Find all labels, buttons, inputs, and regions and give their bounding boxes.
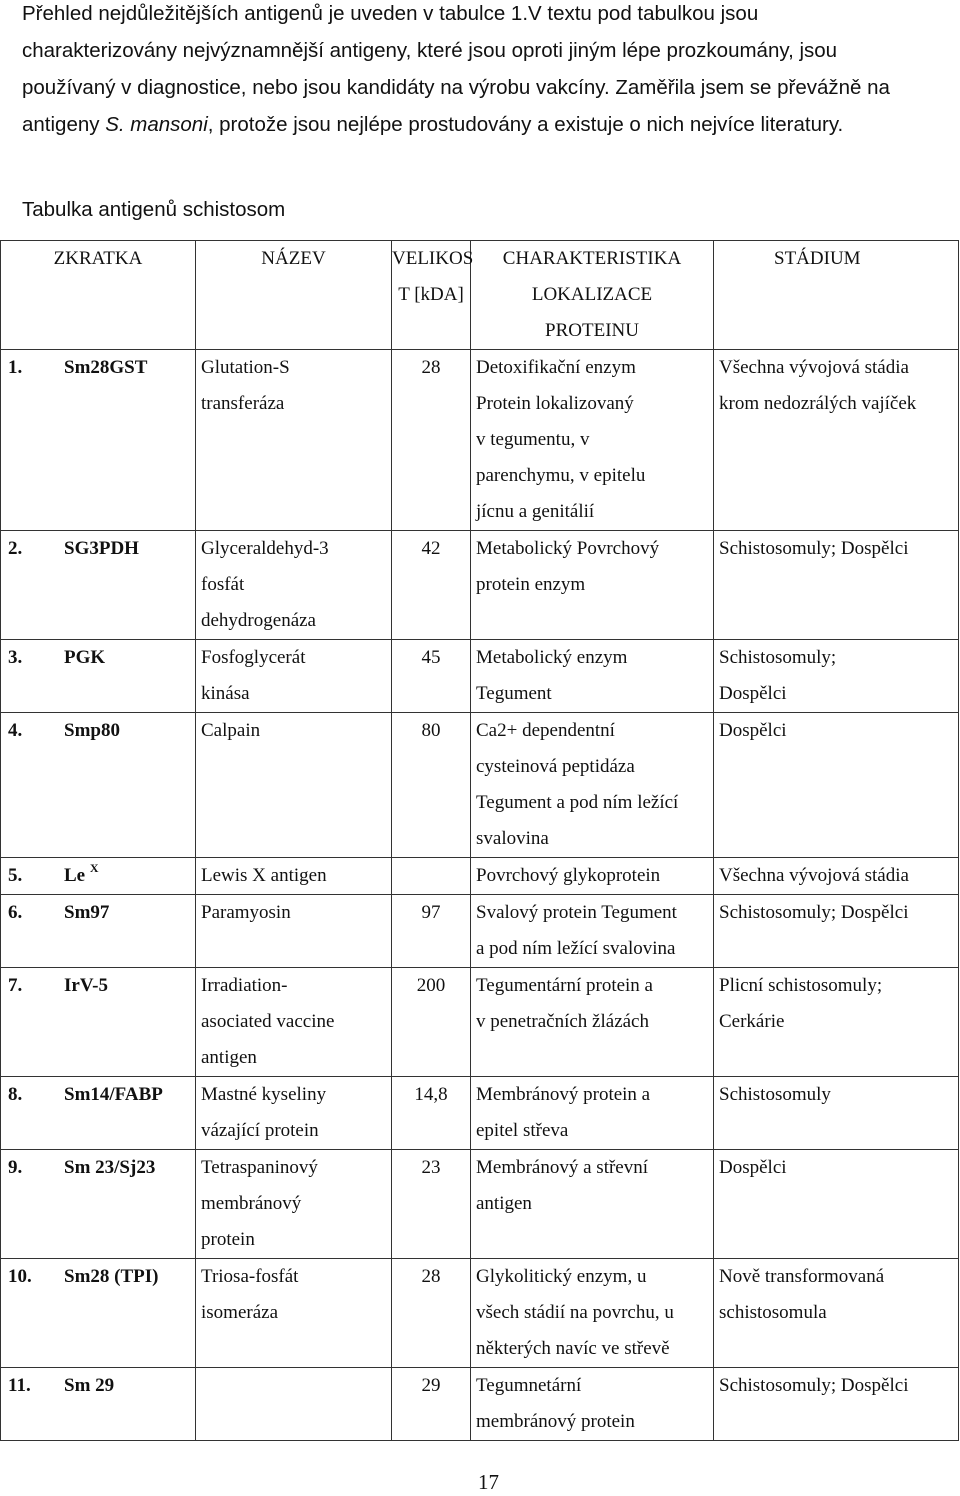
cell-characteristics: Tegumentární protein a v penetračních žlázách bbox=[471, 968, 714, 1077]
cell-name: Irradiation- asociated vaccine antigen bbox=[196, 968, 392, 1077]
cell-abbr: 9. Sm 23/Sj23 bbox=[1, 1150, 196, 1259]
cell-size: 80 bbox=[392, 713, 471, 858]
cell-size: 45 bbox=[392, 640, 471, 713]
cell-stage: Schistosomuly bbox=[714, 1077, 959, 1150]
cell-name: Mastné kyseliny vázající protein bbox=[196, 1077, 392, 1150]
cell-stage: Dospělci bbox=[714, 713, 959, 858]
cell-stage: Dospělci bbox=[714, 1150, 959, 1259]
cell-stage: Plicní schistosomuly; Cerkárie bbox=[714, 968, 959, 1077]
cell-characteristics: Povrchový glykoprotein bbox=[471, 858, 714, 895]
table-row bbox=[1, 1077, 959, 1150]
header-abbr: ZKRATKA bbox=[1, 241, 196, 350]
cell-abbr: 11. Sm 29 bbox=[1, 1368, 196, 1441]
table-row bbox=[1, 968, 959, 1077]
cell-name: Glyceraldehyd-3 fosfát dehydrogenáza bbox=[196, 531, 392, 640]
cell-characteristics: Detoxifikační enzym Protein lokalizovaný v tegumentu, v parenchymu, v epitelu jícnu a genitálií bbox=[471, 350, 714, 531]
table-row bbox=[1, 1259, 959, 1368]
cell-abbr: 5. Le $^X$ bbox=[1, 858, 196, 895]
cell-size: 97 bbox=[392, 895, 471, 968]
table-row bbox=[1, 640, 959, 713]
cell-characteristics: Metabolický Povrchový protein enzym bbox=[471, 531, 714, 640]
intro-line: používaný v diagnostice, nebo jsou kandidáty na výrobu vakcíny. Zaměřila jsem se převážně na bbox=[22, 76, 890, 99]
cell-size: 29 bbox=[392, 1368, 471, 1441]
cell-size bbox=[392, 858, 471, 895]
cell-abbr: 3. PGK bbox=[1, 640, 196, 713]
cell-stage: Schistosomuly; Dospělci bbox=[714, 895, 959, 968]
table-title: Tabulka antigenů schistosom bbox=[22, 198, 286, 221]
cell-abbr: 7. IrV-5 bbox=[1, 968, 196, 1077]
header-name: NÁZEV bbox=[196, 241, 392, 350]
cell-size: 42 bbox=[392, 531, 471, 640]
cell-abbr: 4. Smp80 bbox=[1, 713, 196, 858]
header-stage: STÁDIUM bbox=[714, 241, 959, 350]
cell-size: 200 bbox=[392, 968, 471, 1077]
cell-name: Lewis X antigen bbox=[196, 858, 392, 895]
cell-characteristics: Metabolický enzym Tegument bbox=[471, 640, 714, 713]
superscript: X bbox=[89, 861, 99, 875]
cell-characteristics: Svalový protein Tegument a pod ním ležící svalovina bbox=[471, 895, 714, 968]
intro-line: charakterizovány nejvýznamnější antigeny, které jsou oproti jiným lépe prozkoumány, jsou bbox=[22, 39, 838, 62]
cell-name bbox=[196, 1368, 392, 1441]
cell-size: 28 bbox=[392, 1259, 471, 1368]
intro-paragraph bbox=[22, 0, 952, 143]
cell-stage: Všechna vývojová stádia bbox=[714, 858, 959, 895]
cell-abbr: 6. Sm97 bbox=[1, 895, 196, 968]
cell-stage: Schistosomuly; Dospělci bbox=[714, 531, 959, 640]
cell-characteristics: Ca2+ dependentní cysteinová peptidáza Tegument a pod ním ležící svalovina bbox=[471, 713, 714, 858]
table-row bbox=[1, 1150, 959, 1259]
cell-stage: Schistosomuly; Dospělci bbox=[714, 640, 959, 713]
table-row bbox=[1, 895, 959, 968]
cell-characteristics: Glykolitický enzym, u všech stádií na povrchu, u některých navíc ve střevě bbox=[471, 1259, 714, 1368]
intro-line: Přehled nejdůležitějších antigenů je uveden v tabulce 1.V textu pod tabulkou jsou bbox=[22, 2, 759, 25]
cell-size: 28 bbox=[392, 350, 471, 531]
cell-stage: Všechna vývojová stádia krom nedozrálých vajíček bbox=[714, 350, 959, 531]
header-size: VELIKOS T [kDA] bbox=[392, 241, 471, 350]
antigen-table bbox=[0, 240, 959, 1441]
table-row bbox=[1, 858, 959, 895]
cell-size: 23 bbox=[392, 1150, 471, 1259]
cell-name: Tetraspaninový membránový protein bbox=[196, 1150, 392, 1259]
cell-stage: Schistosomuly; Dospělci bbox=[714, 1368, 959, 1441]
table-header-row bbox=[1, 241, 959, 350]
cell-name: Triosa-fosfát isomeráza bbox=[196, 1259, 392, 1368]
cell-characteristics: Membránový a střevní antigen bbox=[471, 1150, 714, 1259]
cell-abbr: 1. Sm28GST bbox=[1, 350, 196, 531]
cell-abbr: 2. SG3PDH bbox=[1, 531, 196, 640]
table-row bbox=[1, 350, 959, 531]
header-characteristics: CHARAKTERISTIKA LOKALIZACE PROTEINU bbox=[471, 241, 714, 350]
table-row bbox=[1, 1368, 959, 1441]
table-row bbox=[1, 713, 959, 858]
cell-stage: Nově transformovaná schistosomula bbox=[714, 1259, 959, 1368]
cell-name: Glutation-S transferáza bbox=[196, 350, 392, 531]
cell-characteristics: Tegumnetární membránový protein bbox=[471, 1368, 714, 1441]
cell-name: Fosfoglycerát kinása bbox=[196, 640, 392, 713]
cell-name: Paramyosin bbox=[196, 895, 392, 968]
table-row bbox=[1, 531, 959, 640]
cell-abbr: 10. Sm28 (TPI) bbox=[1, 1259, 196, 1368]
cell-size: 14,8 bbox=[392, 1077, 471, 1150]
cell-abbr: 8. Sm14/FABP bbox=[1, 1077, 196, 1150]
species-name: S. mansoni bbox=[105, 113, 208, 136]
cell-characteristics: Membránový protein a epitel střeva bbox=[471, 1077, 714, 1150]
intro-line: antigeny S. mansoni, protože jsou nejlépe prostudovány a existuje o nich nejvíce literatury. bbox=[22, 113, 844, 136]
cell-name: Calpain bbox=[196, 713, 392, 858]
page-number: 17 bbox=[478, 1470, 499, 1494]
